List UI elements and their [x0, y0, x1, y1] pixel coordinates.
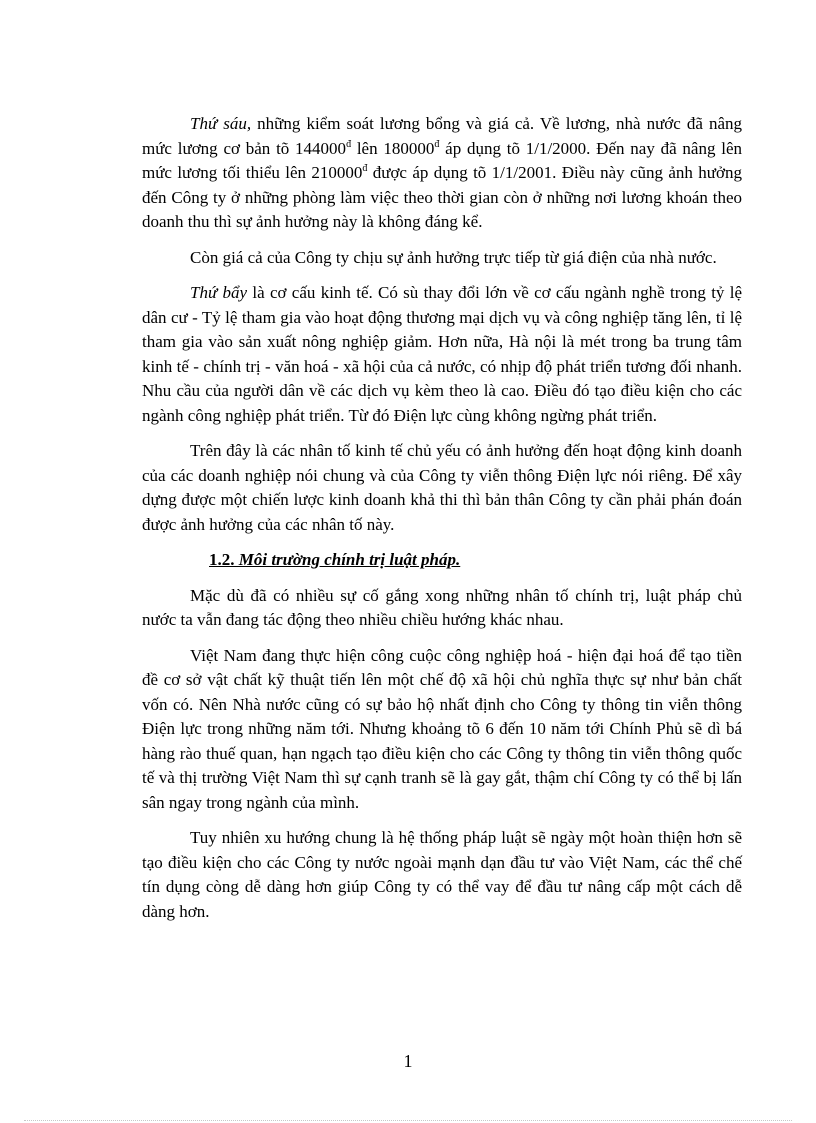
paragraph-tom-tat-kinh-te: Trên đây là các nhân tố kinh tế chủ yếu có ảnh hưởng đến hoạt động kinh doanh của các doanh nghiệp nói chung và của Công ty viễn thông Điện lực nói riêng. Để xây dựng được một chiến lược kinh doanh khả thi thì bản thân Công ty cần phải phán đoán được ảnh hưởng của các nhân tố này. [142, 441, 742, 534]
paragraph-thu-bay [142, 281, 742, 428]
paragraph-gia-ca: Còn giá cả của Công ty chịu sự ảnh hưởng trực tiếp từ giá điện của nhà nước. [190, 247, 717, 267]
currency-superscript: đ [346, 138, 352, 150]
section-title: Môi trường chính trị luật pháp. [234, 550, 461, 569]
paragraph-chinh-tri: Mặc dù đã có nhiều sự cố gắng xong những nhân tố chính trị, luật pháp chủ nước ta vẫn đang tác động theo nhiều chiều hướng khác nhau. [142, 585, 742, 629]
currency-superscript: đ [434, 138, 440, 150]
section-heading [142, 548, 742, 573]
paragraph-lead-italic: Thứ bẩy [190, 283, 248, 302]
paragraph-text: những kiểm soát lương bổng và giá cả. Về lương, nhà nước đã nâng mức lương cơ bản tõ 144000 [142, 114, 743, 158]
page-bottom-divider [24, 1120, 792, 1121]
paragraph-text: lên 180000 [351, 138, 435, 158]
paragraph-text: được áp dụng tõ 1/1/2001. Điều này cũng ảnh hưởng đến Công ty ở những phòng làm việc theo thời gian còn ở những nơi lương khoán theo doanh thu thì sự ảnh hưởng này là không đáng kể. [142, 163, 742, 231]
paragraph-xu-huong: Tuy nhiên xu hướng chung là hệ thống pháp luật sẽ ngày một hoàn thiện hơn sẽ tạo điều kiện cho các Công ty nước ngoài mạnh dạn đầu tư vào Việt Nam, các thể chế tín dụng còng dễ dàng hơn giúp Công ty có thể vay để đầu tư nâng cấp một cách dễ dàng hơn. [142, 828, 742, 921]
paragraph-viet-nam: Việt Nam đang thực hiện công cuộc công nghiệp hoá - hiện đại hoá để tạo tiền đề cơ sở vật chất kỹ thuật tiến lên một chế độ xã hội chủ nghĩa thực sự như bản chất vốn có. Nên Nhà nước cũng có sự bảo hộ nhất định cho Công ty thông tin viễn thông Điện lực trong những năm tới. Nhưng khoảng tõ 6 đến 10 năm tới Chính Phủ sẽ dì bá hàng rào thuế quan, hạn ngạch tạo điều kiện cho các Công ty thông tin viễn thông quốc tế và thị trường Việt Nam thì sự cạnh tranh sẽ là gay gắt, thậm chí Công ty có thể bị lấn sân ngay trong ngành của mình. [142, 645, 742, 812]
page-number: 1 [403, 1051, 413, 1071]
section-heading-underline [209, 550, 460, 569]
section-number: 1.2. [209, 550, 235, 569]
paragraph-thu-sau [142, 112, 742, 235]
paragraph-lead-italic: Thứ sáu, [190, 114, 252, 133]
currency-superscript: đ [362, 163, 368, 174]
paragraph-text: là cơ cấu kinh tế. Có sù thay đổi lớn về cơ cấu ngành nghề trong tỷ lệ dân cư - Tỷ lệ tham gia vào hoạt động thương mại dịch vụ và công nghiệp tăng lên, tỉ lệ tham gia vào sản xuất nông nghiệp giảm. Hơn nữa, Hà nội là mét trong ba trung tâm kinh tế - chính trị - văn hoá - xã hội của cả nước, có nhịp độ phát triển tương đối nhanh. Nhu cầu của người dân về các dịch vụ kèm theo là cao. Điều đó tạo điều kiện cho các ngành công nghiệp phát triển. Từ đó Điện lực cùng không ngừng phát triển. [142, 283, 742, 425]
document-body [142, 112, 742, 935]
paragraph-text: áp dụng tõ 1/1/2000. Đến nay đã nâng lên mức lương tối thiểu lên 210000 [142, 138, 742, 182]
